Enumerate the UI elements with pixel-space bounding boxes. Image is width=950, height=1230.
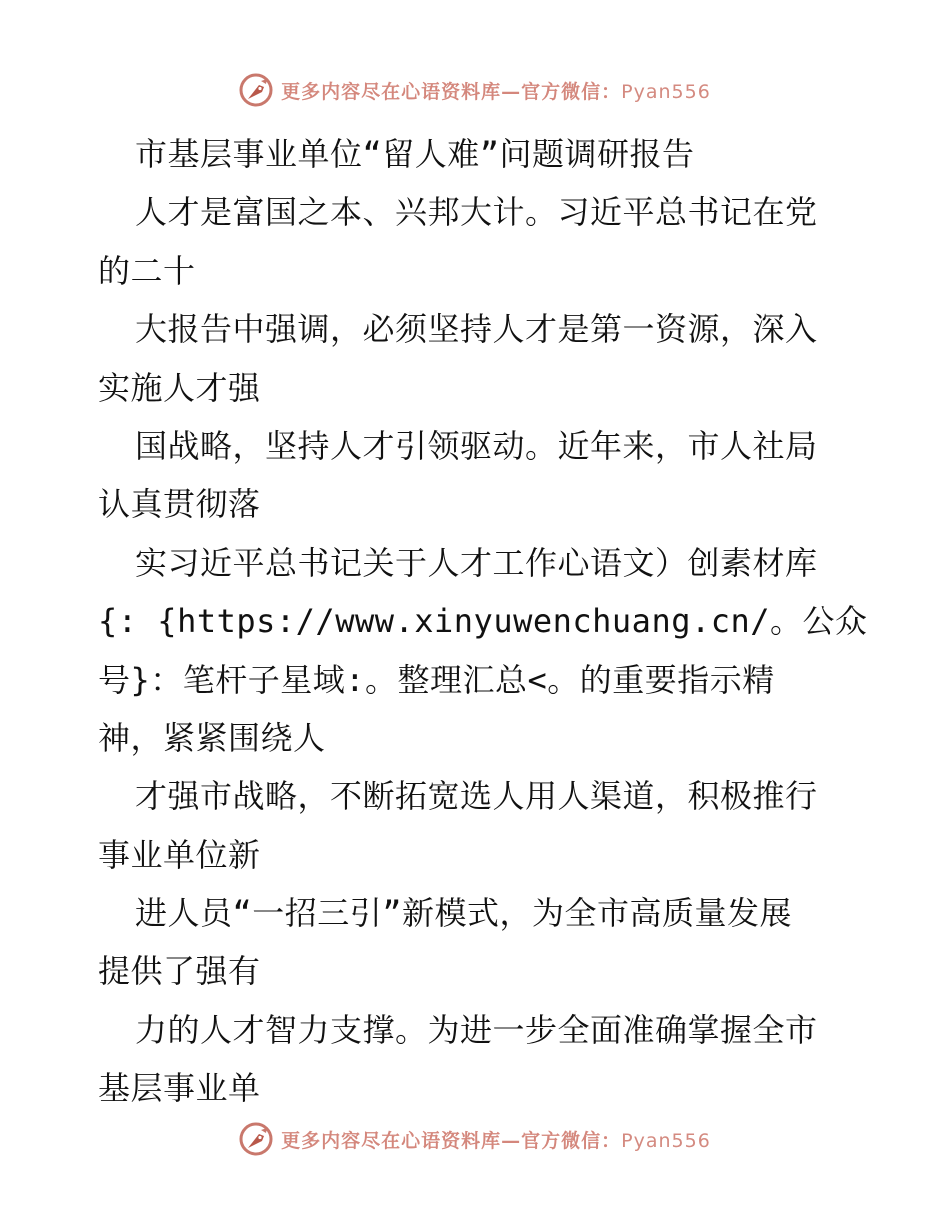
text-line: 认真贯彻落 xyxy=(98,485,261,524)
text-line: 实习近平总书记关于人才工作心语文）创素材库 xyxy=(135,543,818,582)
header-banner xyxy=(0,73,950,107)
text-line: 号}：笔杆子星域:。整理汇总<。的重要指示精 xyxy=(98,660,775,699)
text-line: 力的人才智力支撑。为进一步全面准确掌握全市 xyxy=(135,1010,818,1049)
banner-wechat-id: Pyan556 xyxy=(621,1129,711,1152)
footer-banner xyxy=(0,1122,950,1156)
text-line: 提供了强有 xyxy=(98,952,261,991)
banner-text: 更多内容尽在心语资料库—官方微信： xyxy=(281,1129,622,1152)
text-line: 的二十 xyxy=(98,251,196,290)
text-line: 大报告中强调，必须坚持人才是第一资源，深入 xyxy=(135,310,818,349)
text-line: 国战略，坚持人才引领驱动。近年来，市人社局 xyxy=(135,426,818,465)
text-line: 市基层事业单位“留人难”问题调研报告 xyxy=(135,135,695,173)
document-body xyxy=(98,125,868,1118)
text-line: 基层事业单 xyxy=(98,1069,261,1108)
banner-text: 更多内容尽在心语资料库—官方微信： xyxy=(281,80,622,103)
text-line: 实施人才强 xyxy=(98,368,261,407)
text-line: 事业单位新 xyxy=(98,835,261,874)
text-line: 人才是富国之本、兴邦大计。习近平总书记在党 xyxy=(135,193,818,232)
text-line: {: {https://www.xinyuwenchuang.cn/。公众 xyxy=(98,602,868,641)
banner-wechat-id: Pyan556 xyxy=(621,80,711,103)
text-line: 神，紧紧围绕人 xyxy=(98,718,326,757)
text-line: 进人员“一招三引”新模式，为全市高质量发展 xyxy=(135,894,793,933)
text-line: 才强市战略，不断拓宽选人用人渠道，积极推行 xyxy=(135,777,818,816)
pen-nib-logo-icon xyxy=(239,1122,273,1156)
pen-nib-logo-icon xyxy=(239,73,273,107)
